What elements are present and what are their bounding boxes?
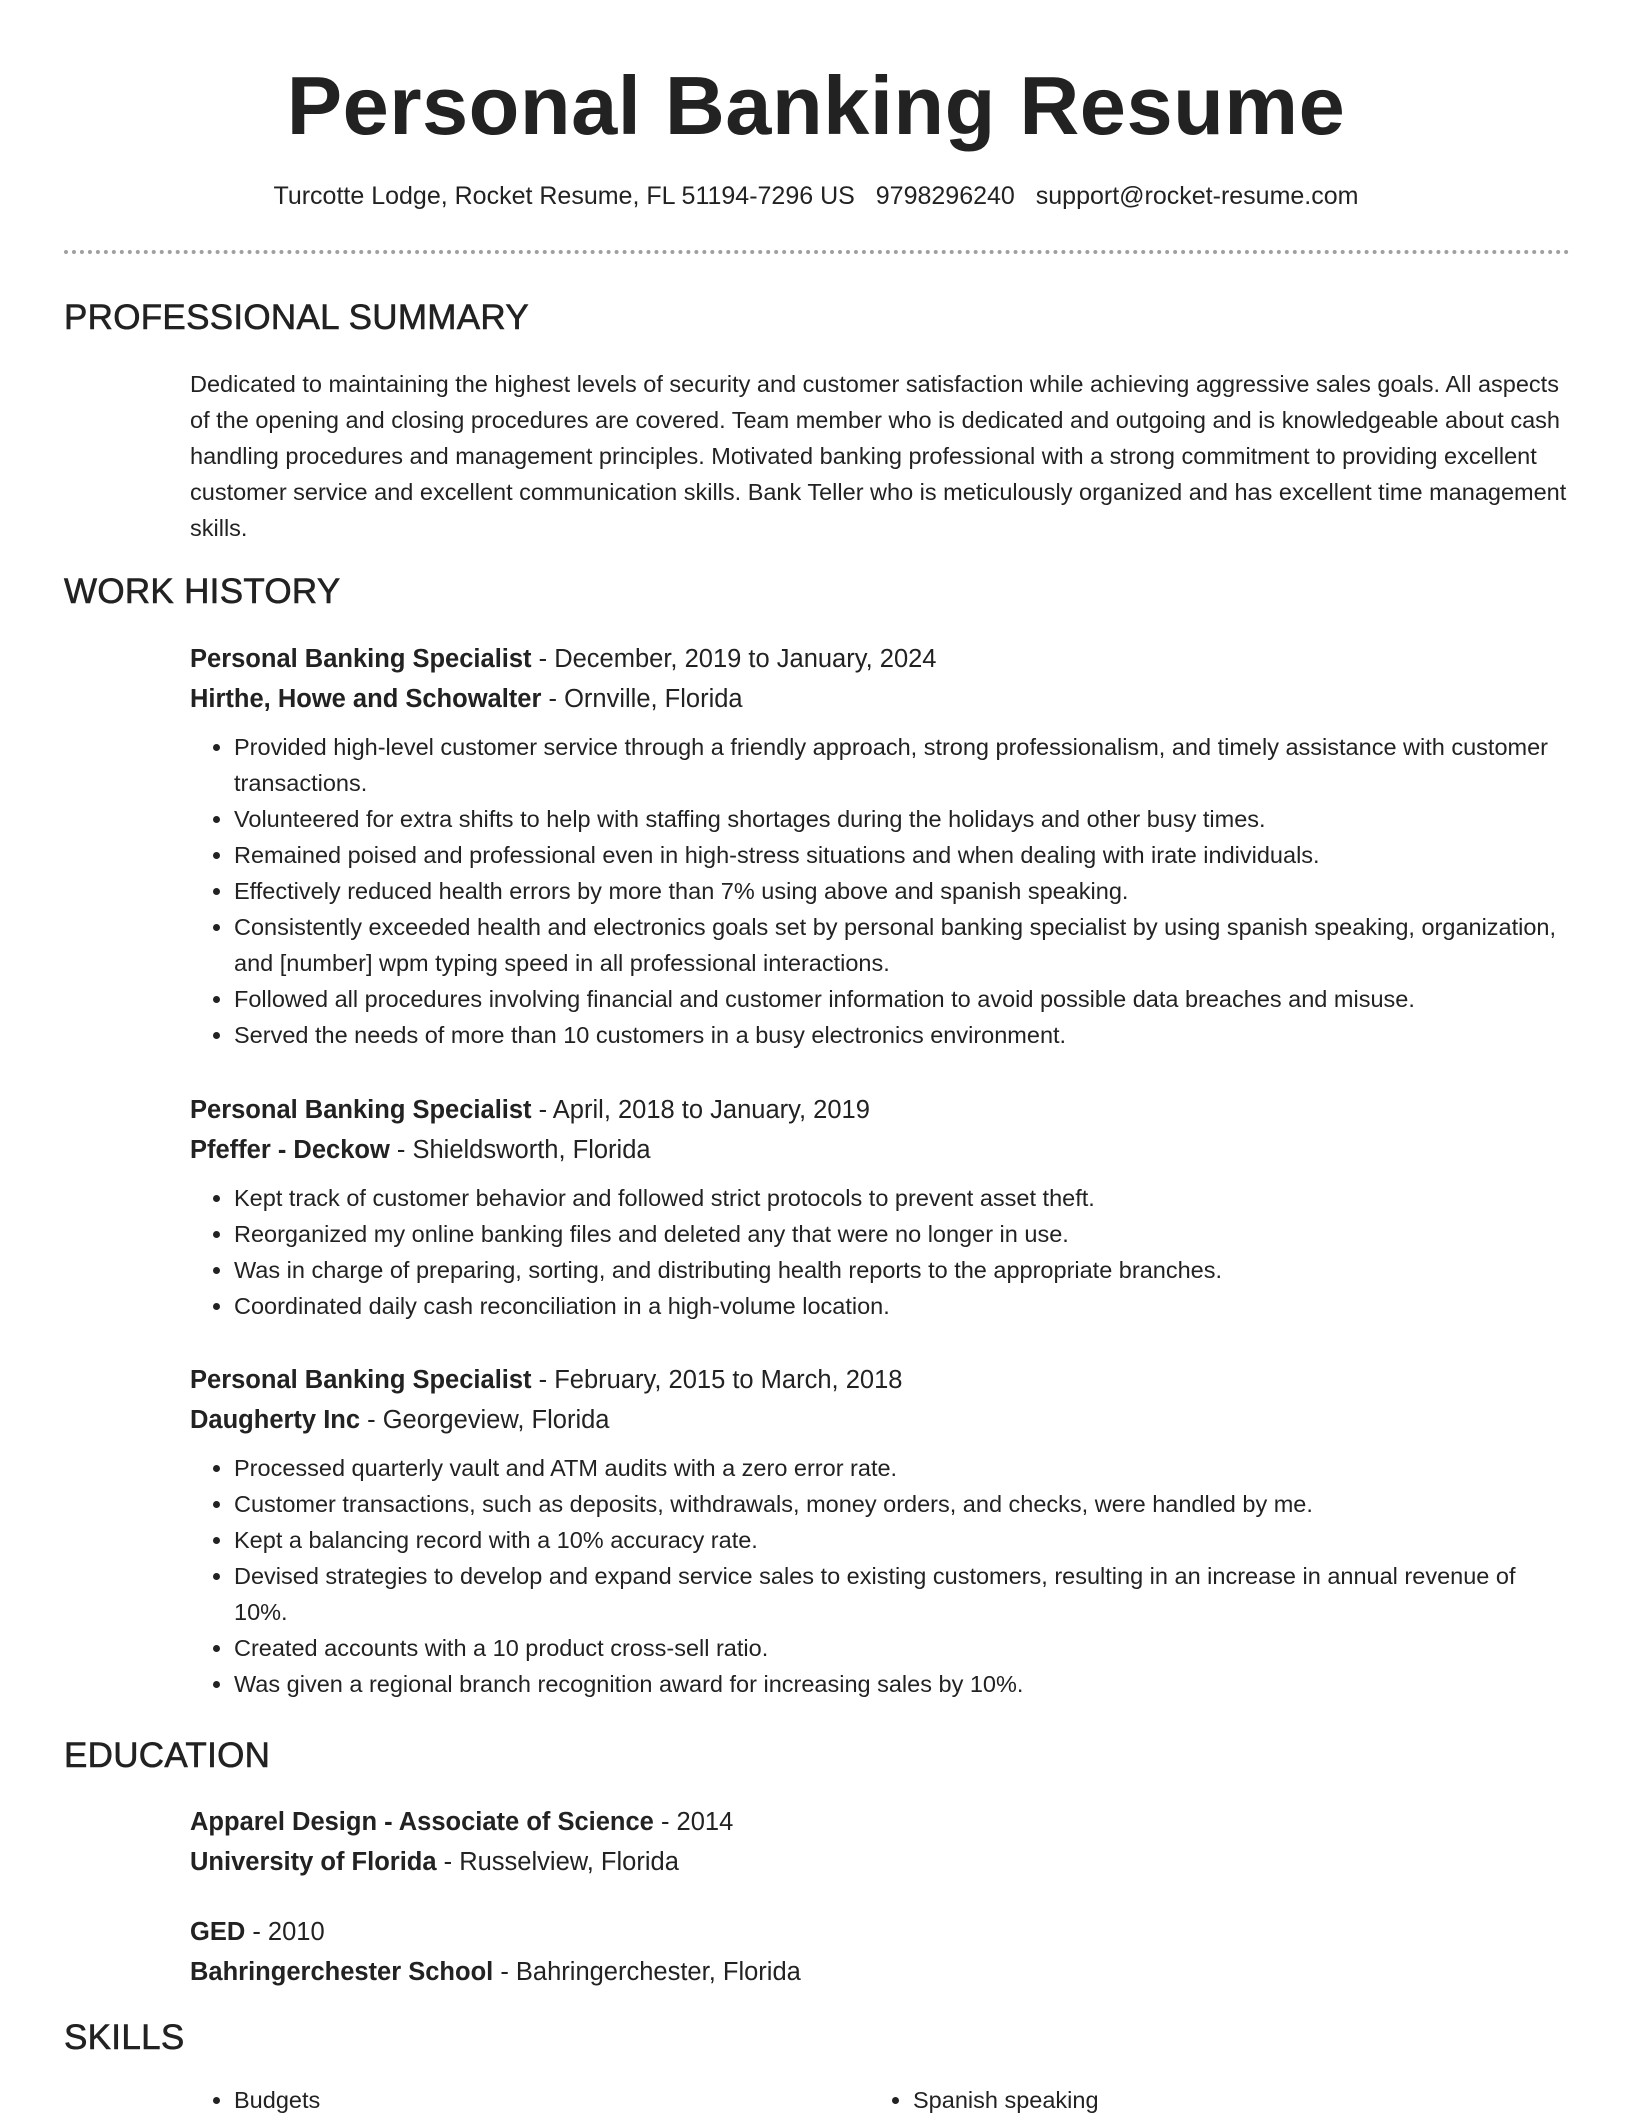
school-line [190, 1952, 1570, 1992]
school-name: University of Florida [190, 1848, 437, 1876]
job-location: - Georgeview, Florida [360, 1406, 610, 1434]
degree-line [190, 1912, 1570, 1952]
list-item: • Processed quarterly vault and ATM audits with a zero error rate. [234, 1450, 1570, 1486]
list-item: • Kept track of customer behavior and followed strict protocols to prevent asset theft. [234, 1180, 1570, 1216]
degree-year: - 2010 [245, 1918, 325, 1946]
job-title-line [190, 1090, 1570, 1130]
job-role: Personal Banking Specialist [190, 645, 532, 673]
contact-address: Turcotte Lodge, Rocket Resume, FL 51194-7296 US [273, 182, 855, 210]
skills-list-right [869, 2082, 1099, 2118]
list-item: • Customer transactions, such as deposits, withdrawals, money orders, and checks, were handled by me. [234, 1486, 1570, 1522]
contact-email: support@rocket-resume.com [1035, 182, 1359, 210]
contact-line [0, 180, 1632, 212]
degree-name: Apparel Design - Associate of Science [190, 1808, 654, 1836]
list-item: • Devised strategies to develop and expand service sales to existing customers, resulting in an increase in annual revenue of 10%. [234, 1558, 1570, 1630]
job-role: Personal Banking Specialist [190, 1096, 532, 1124]
education-entry [190, 1802, 1570, 1882]
list-item: • Coordinated daily cash reconciliation in a high-volume location. [234, 1288, 1570, 1324]
list-item: • Remained poised and professional even in high-stress situations and when dealing with irate individuals. [234, 837, 1570, 873]
education-entry [190, 1912, 1570, 1992]
job-bullets [190, 1180, 1570, 1324]
job-dates: - December, 2019 to January, 2024 [531, 645, 937, 673]
job-dates: - February, 2015 to March, 2018 [531, 1366, 903, 1394]
education-heading: EDUCATION [64, 1736, 271, 1775]
summary-text: Dedicated to maintaining the highest levels of security and customer satisfaction while achieving aggressive sales goals. All aspects of the opening and closing procedures are covered. Team member who is dedicated and outgoing and is knowledgeable about cash handling procedures and management principles. Motivated banking professional with a strong commitment to providing excellent customer service and excellent communication skills. Bank Teller who is meticulously organized and has excellent time management skills. [190, 371, 1567, 541]
degree-year: - 2014 [653, 1808, 734, 1836]
school-location: - Russelview, Florida [436, 1848, 679, 1876]
list-item: • Provided high-level customer service through a friendly approach, strong professionalism, and timely assistance with customer transactions. [234, 729, 1570, 801]
job-company: Daugherty Inc [190, 1406, 361, 1434]
job-company: Pfeffer - Deckow [190, 1136, 390, 1164]
work-history-heading: WORK HISTORY [64, 572, 341, 611]
list-item: • Effectively reduced health errors by more than 7% using above and spanish speaking. [234, 873, 1570, 909]
list-item: • Reorganized my online banking files and deleted any that were no longer in use. [234, 1216, 1570, 1252]
job-location: - Ornville, Florida [541, 685, 743, 713]
skill-item: • Spanish speaking [913, 2082, 1099, 2118]
resume-header [0, 0, 1632, 156]
list-item: • Served the needs of more than 10 customers in a busy electronics environment. [234, 1017, 1570, 1053]
job-bullets [190, 729, 1570, 1053]
job-bullets [190, 1450, 1570, 1702]
list-item: • Volunteered for extra shifts to help with staffing shortages during the holidays and other busy times. [234, 801, 1570, 837]
summary-heading: PROFESSIONAL SUMMARY [64, 298, 529, 337]
job-title-line [190, 639, 1570, 679]
job-company-line [190, 1400, 1570, 1440]
list-item: • Consistently exceeded health and electronics goals set by personal banking specialist by using spanish speaking, organization, and [number] wpm typing speed in all professional interactions. [234, 909, 1570, 981]
job-entry [190, 1090, 1570, 1324]
contact-phone: 9798296240 [875, 182, 1015, 210]
job-title-line [190, 1360, 1570, 1400]
list-item: • Was in charge of preparing, sorting, and distributing health reports to the appropriate branches. [234, 1252, 1570, 1288]
job-company: Hirthe, Howe and Schowalter [190, 685, 542, 713]
job-company-line [190, 1130, 1570, 1170]
list-item: • Kept a balancing record with a 10% accuracy rate. [234, 1522, 1570, 1558]
job-location: - Shieldsworth, Florida [389, 1136, 651, 1164]
header-divider [64, 250, 1570, 254]
school-location: - Bahringerchester, Florida [493, 1958, 801, 1986]
skill-item: • Budgets [234, 2082, 320, 2118]
list-item: • Was given a regional branch recognition award for increasing sales by 10%. [234, 1666, 1570, 1702]
job-role: Personal Banking Specialist [190, 1366, 532, 1394]
resume-title: Personal Banking Resume [286, 59, 1346, 152]
job-entry [190, 639, 1570, 1053]
degree-name: GED [190, 1918, 246, 1946]
school-line [190, 1842, 1570, 1882]
job-company-line [190, 679, 1570, 719]
degree-line [190, 1802, 1570, 1842]
job-dates: - April, 2018 to January, 2019 [531, 1096, 870, 1124]
summary-section [190, 366, 1570, 546]
list-item: • Created accounts with a 10 product cross-sell ratio. [234, 1630, 1570, 1666]
school-name: Bahringerchester School [190, 1958, 494, 1986]
job-entry [190, 1360, 1570, 1702]
skills-list-left [190, 2082, 320, 2118]
list-item: • Followed all procedures involving financial and customer information to avoid possible data breaches and misuse. [234, 981, 1570, 1017]
skills-heading: SKILLS [64, 2018, 185, 2057]
